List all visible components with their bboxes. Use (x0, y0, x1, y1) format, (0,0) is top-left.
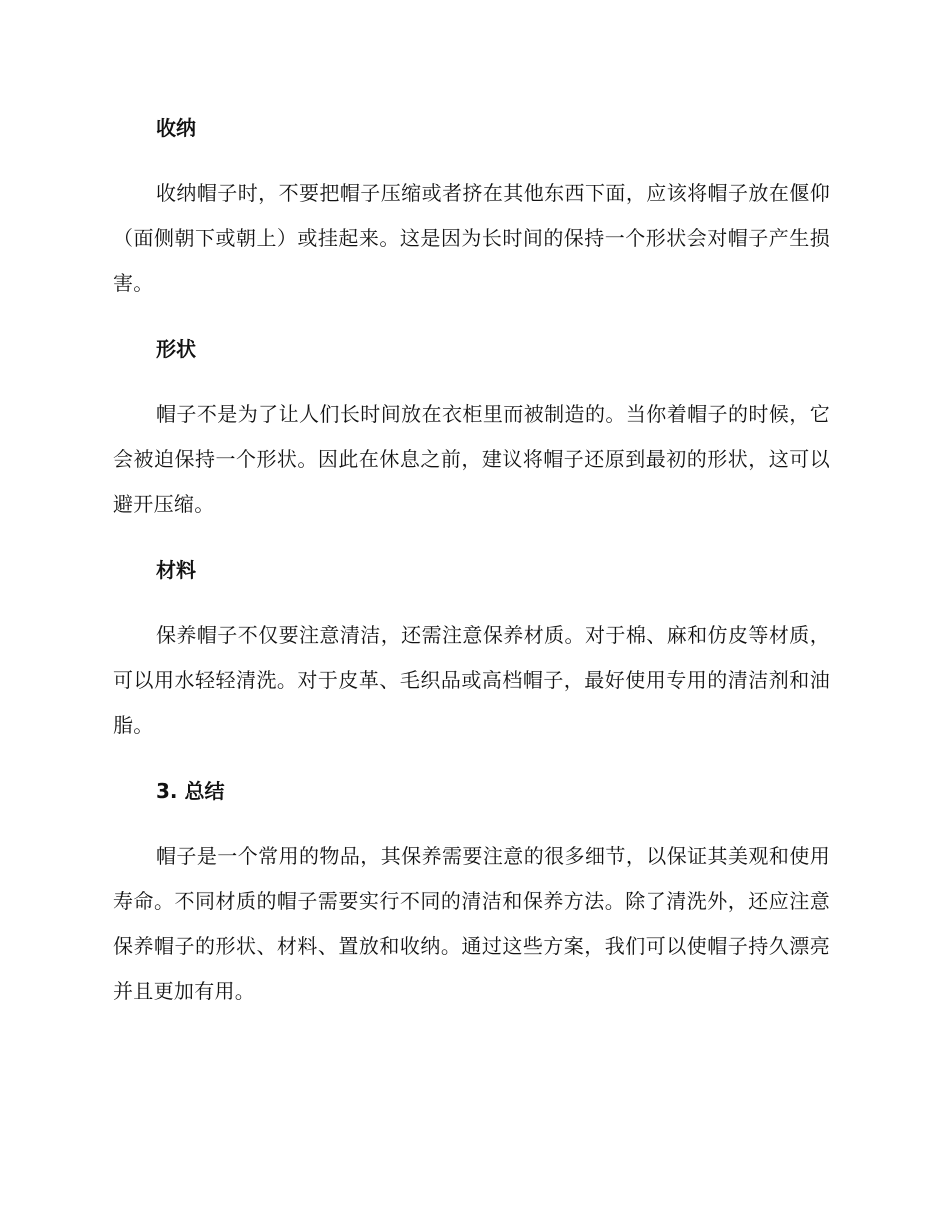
section-heading: 材料 (156, 558, 196, 582)
section-heading: 收纳 (156, 116, 196, 140)
section-shape (113, 333, 830, 527)
section-paragraph: 保养帽子不仅要注意清洁，还需注意保养材质。对于棉、麻和仿皮等材质，可以用水轻轻清洗。对于皮革、毛织品或高档帽子，最好使用专用的清洁剂和油脂。 (113, 623, 830, 737)
section-heading: 3. 总结 (156, 779, 225, 803)
section-heading: 形状 (156, 337, 196, 361)
section-summary (113, 775, 830, 1014)
section-paragraph: 帽子不是为了让人们长时间放在衣柜里而被制造的。当你着帽子的时候，它会被迫保持一个形状。因此在休息之前，建议将帽子还原到最初的形状，这可以避开压缩。 (113, 402, 830, 516)
section-storage (113, 112, 830, 306)
section-paragraph: 帽子是一个常用的物品，其保养需要注意的很多细节，以保证其美观和使用寿命。不同材质的帽子需要实行不同的清洁和保养方法。除了清洗外，还应注意保养帽子的形状、材料、置放和收纳。通过这些方案，我们可以使帽子持久漂亮并且更加有用。 (113, 844, 830, 1003)
section-paragraph: 收纳帽子时，不要把帽子压缩或者挤在其他东西下面，应该将帽子放在偃仰（面侧朝下或朝上）或挂起来。这是因为长时间的保持一个形状会对帽子产生损害。 (113, 181, 830, 295)
section-material (113, 554, 830, 748)
